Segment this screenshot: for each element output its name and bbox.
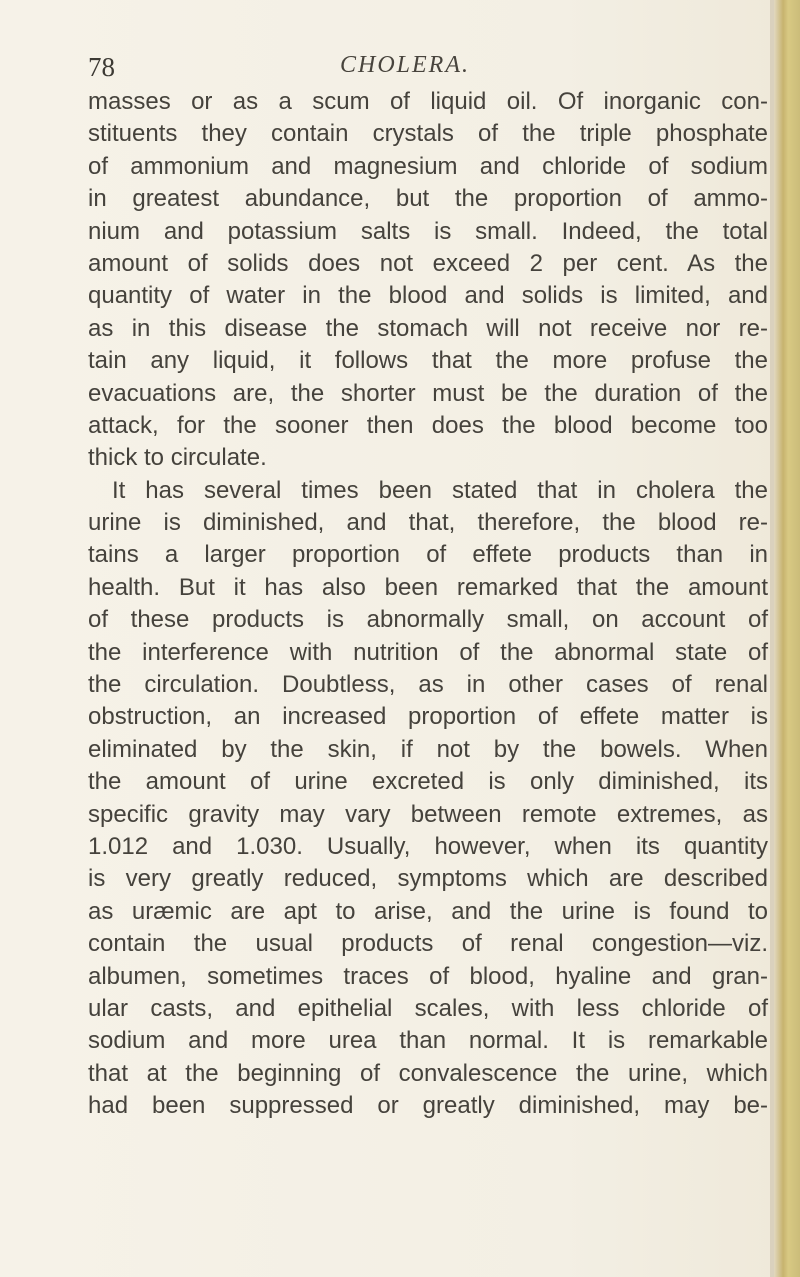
text-line: tains a larger proportion of effete products than in: [88, 541, 768, 569]
text-line: had been suppressed or greatly diminished, may be-: [88, 1092, 768, 1120]
text-line: evacuations are, the shorter must be the duration of the: [88, 379, 768, 407]
text-line: attack, for the sooner then does the blood become too: [88, 411, 768, 439]
text-line: masses or as a scum of liquid oil. Of inorganic con-: [88, 88, 768, 115]
paragraph-end-line: thick to circulate.: [88, 444, 267, 472]
text-line: eliminated by the skin, if not by the bowels. When: [88, 735, 768, 763]
text-line: the amount of urine excreted is only diminished, its: [88, 768, 768, 796]
text-line: stituents they contain crystals of the triple phosphate: [88, 120, 768, 148]
text-line: as uræmic are apt to arise, and the urine is found to: [88, 897, 768, 925]
text-line: as in this disease the stomach will not receive nor re-: [88, 314, 768, 342]
running-title: CHOLERA.: [340, 52, 470, 78]
page-edge: [774, 0, 800, 1277]
text-line: that at the beginning of convalescence the urine, which: [88, 1059, 768, 1087]
body-text: [88, 86, 768, 1123]
text-line: 1.012 and 1.030. Usually, however, when its quantity: [88, 832, 768, 860]
text-line: health. But it has also been remarked that the amount: [88, 573, 768, 601]
text-line: ular casts, and epithelial scales, with less chloride of: [88, 994, 768, 1022]
text-line: specific gravity may vary between remote extremes, as: [88, 800, 768, 828]
page-number: 78: [88, 52, 115, 82]
text-line: the interference with nutrition of the abnormal state of: [88, 638, 768, 666]
paragraph-start-line: It has several times been stated that in cholera the: [112, 476, 768, 504]
text-line: the circulation. Doubtless, as in other cases of renal: [88, 671, 768, 699]
text-line: obstruction, an increased proportion of effete matter is: [88, 703, 768, 731]
text-line: contain the usual products of renal congestion—viz.: [88, 930, 768, 958]
text-line: tain any liquid, it follows that the more profuse the: [88, 347, 768, 375]
text-line: albumen, sometimes traces of blood, hyaline and gran-: [88, 962, 768, 990]
text-line: of these products is abnormally small, on account of: [88, 606, 768, 634]
text-line: in greatest abundance, but the proportion of ammo-: [88, 185, 768, 213]
text-line: amount of solids does not exceed 2 per cent. As the: [88, 249, 768, 277]
text-line: urine is diminished, and that, therefore, the blood re-: [88, 509, 768, 537]
text-line: of ammonium and magnesium and chloride of sodium: [88, 152, 768, 180]
text-line: is very greatly reduced, symptoms which are described: [88, 865, 768, 893]
text-line: nium and potassium salts is small. Indeed, the total: [88, 217, 768, 245]
text-line: quantity of water in the blood and solids is limited, and: [88, 282, 768, 310]
text-line: sodium and more urea than normal. It is remarkable: [88, 1027, 768, 1055]
